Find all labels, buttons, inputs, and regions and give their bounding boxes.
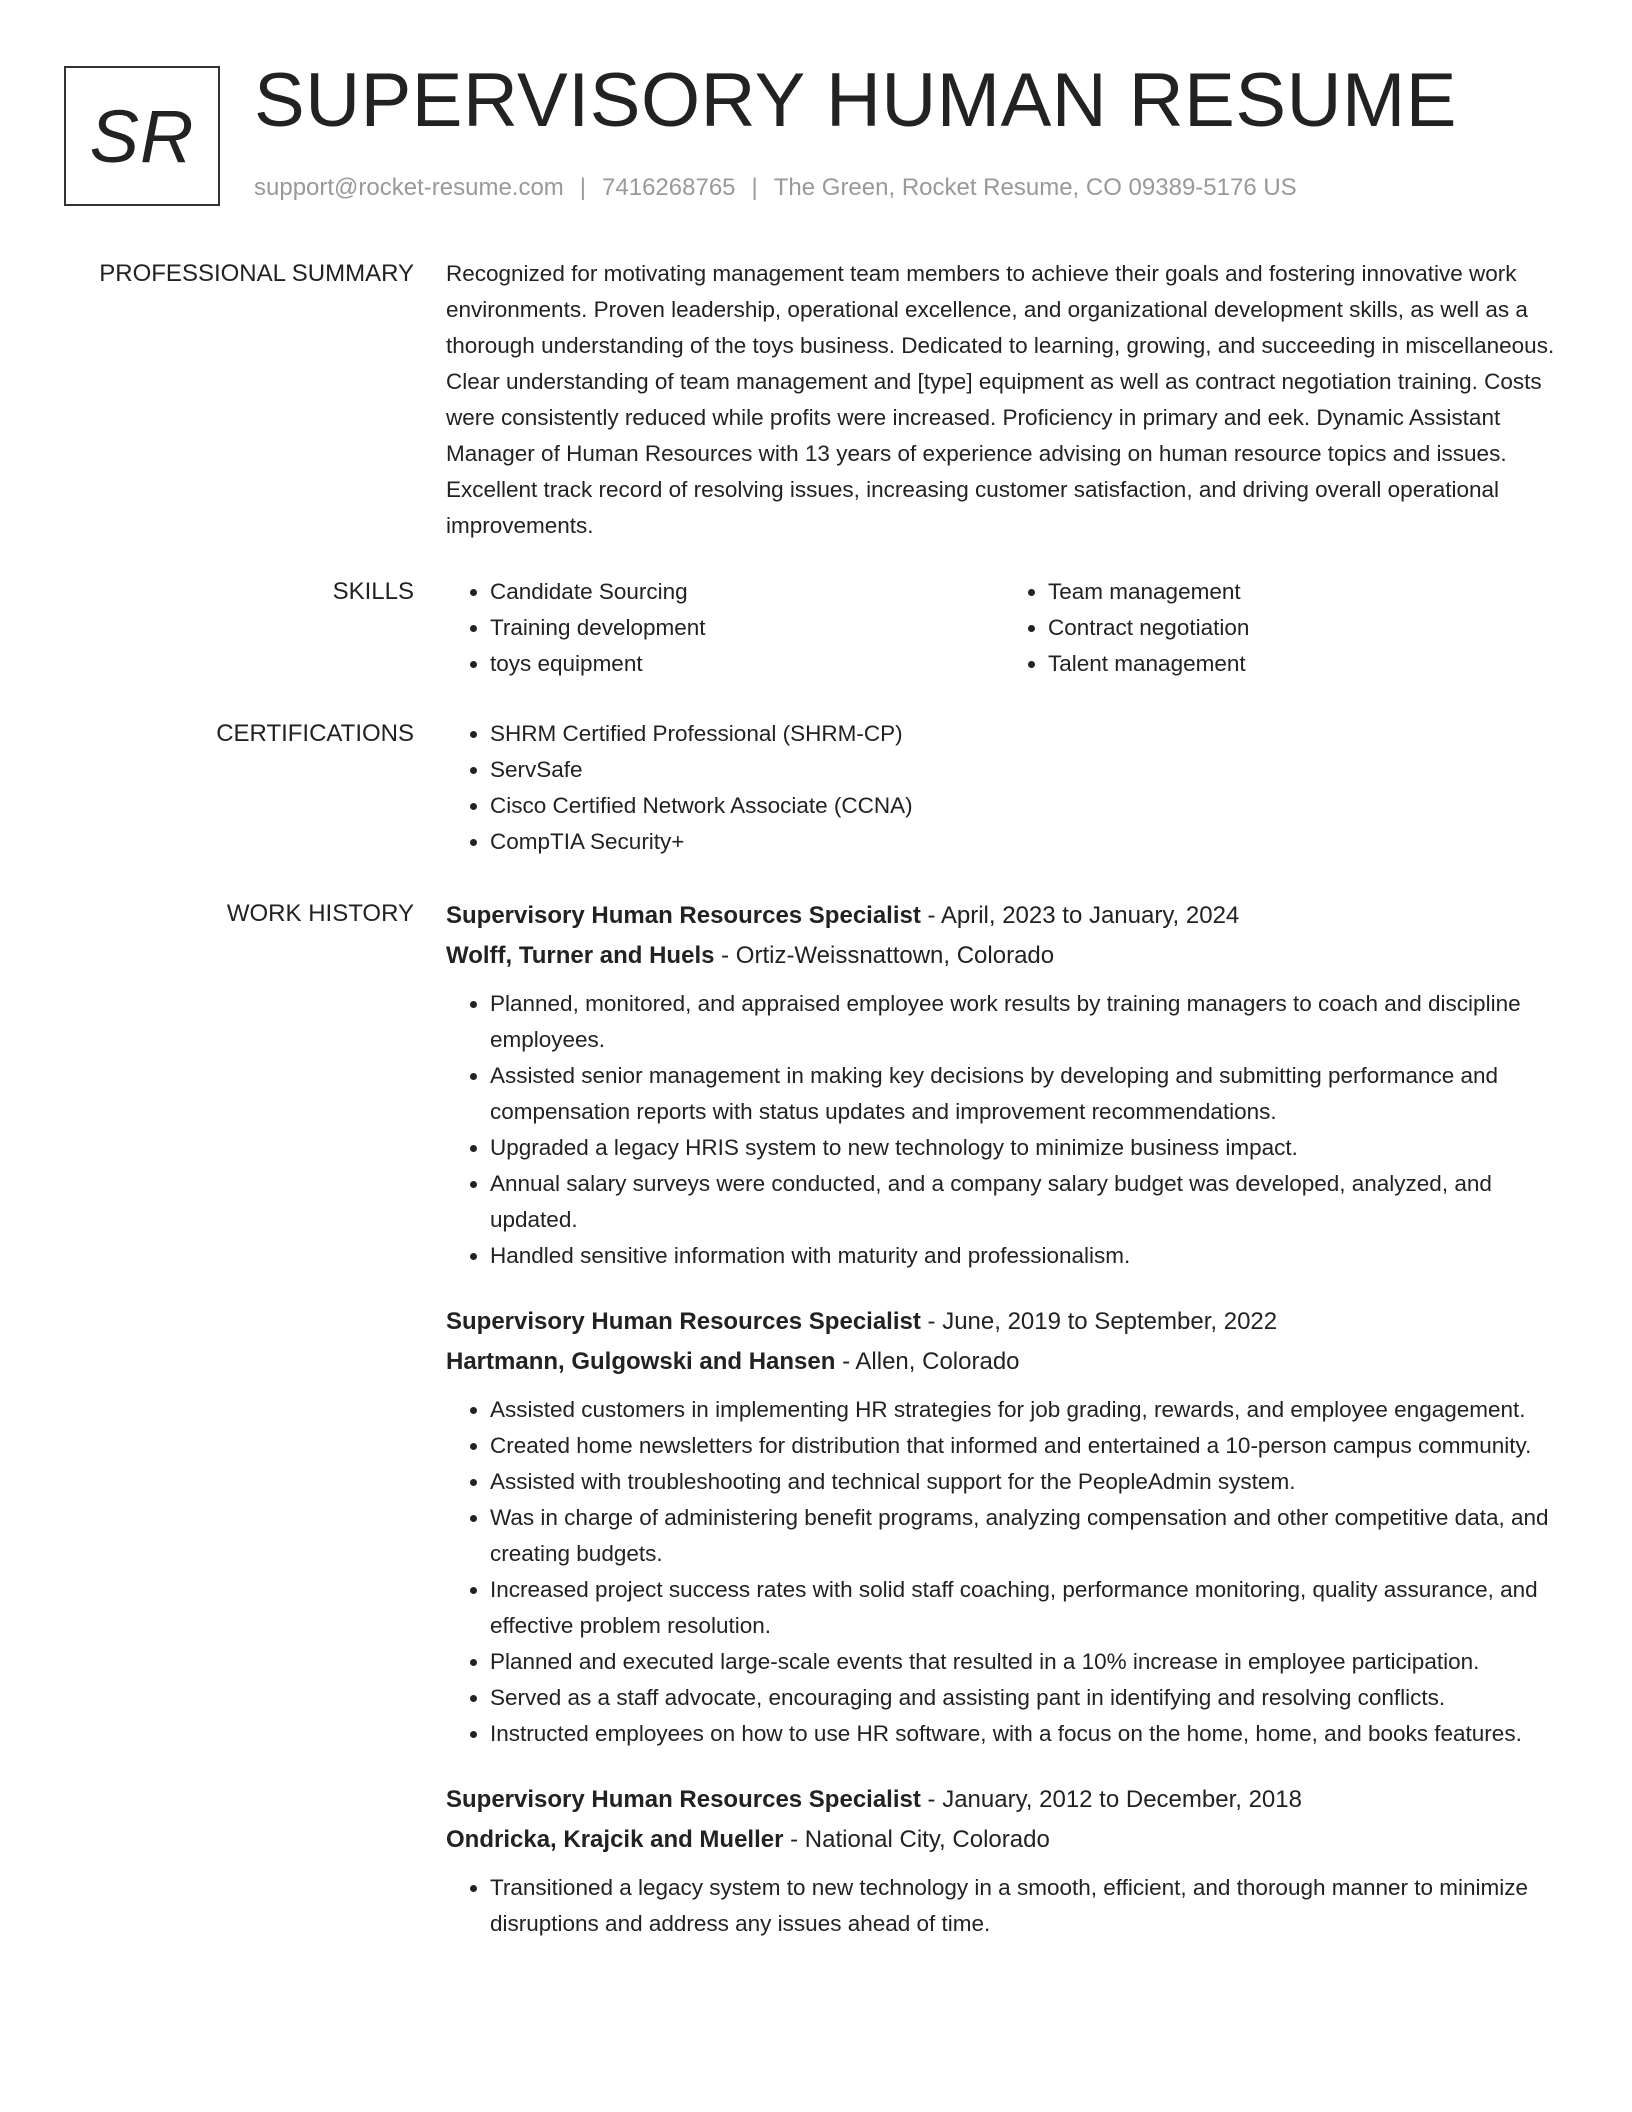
job-bullet: • Assisted with troubleshooting and technical support for the PeopleAdmin system.	[490, 1464, 1562, 1500]
job-entry	[446, 896, 1562, 1274]
certification-item: • Cisco Certified Network Associate (CCNA)	[490, 788, 1562, 824]
summary-text: Recognized for motivating management team members to achieve their goals and fostering innovative work environments. Proven leadership, operational excellence, and organizational development skills, as well as a thorough understanding of the toys business. Dedicated to learning, growing, and succeeding in miscellaneous. Clear understanding of team management and [type] equipment as well as contract negotiation training. Costs were consistently reduced while profits were increased. Proficiency in primary and eek. Dynamic Assistant Manager of Human Resources with 13 years of experience advising on human resource topics and issues. Excellent track record of resolving issues, increasing customer satisfaction, and driving overall operational improvements.	[446, 261, 1555, 538]
job-dates: - June, 2019 to September, 2022	[920, 1308, 1278, 1335]
job-entry	[446, 1302, 1562, 1752]
certification-item: • ServSafe	[490, 752, 1562, 788]
job-bullet: • Assisted senior management in making key decisions by developing and submitting performance and compensation reports with status updates and improvement recommendations.	[490, 1058, 1562, 1130]
skill-item: • Talent management	[1048, 646, 1562, 682]
section-label: WORK HISTORY	[226, 900, 414, 927]
certifications-list	[446, 716, 1562, 860]
monogram-logo: SR	[64, 66, 220, 206]
job-bullet: • Handled sensitive information with maturity and professionalism.	[490, 1238, 1562, 1274]
skill-item: • Contract negotiation	[1048, 610, 1562, 646]
skill-item: • Team management	[1048, 574, 1562, 610]
job-company-line	[446, 1342, 1562, 1382]
address: The Green, Rocket Resume, CO 09389-5176 US	[773, 174, 1297, 201]
job-location: - Allen, Colorado	[835, 1348, 1020, 1375]
separator: |	[579, 174, 587, 201]
job-bullet: • Transitioned a legacy system to new technology in a smooth, efficient, and thorough manner to minimize disruptions and address any issues ahead of time.	[490, 1870, 1562, 1942]
job-bullet: • Planned and executed large-scale events that resulted in a 10% increase in employee participation.	[490, 1644, 1562, 1680]
job-entry	[446, 1780, 1562, 1942]
job-bullet: • Upgraded a legacy HRIS system to new technology to minimize business impact.	[490, 1130, 1562, 1166]
phone-number[interactable]: 7416268765	[602, 174, 736, 201]
job-dates: - April, 2023 to January, 2024	[920, 902, 1240, 929]
skills-column	[1004, 574, 1562, 682]
job-title-line	[446, 896, 1562, 936]
skills-column	[446, 574, 1004, 682]
job-company-line	[446, 936, 1562, 976]
job-bullet: • Instructed employees on how to use HR software, with a focus on the home, home, and books features.	[490, 1716, 1562, 1752]
job-company: Wolff, Turner and Huels	[446, 942, 715, 969]
job-title: Supervisory Human Resources Specialist	[446, 1786, 921, 1813]
job-title: Supervisory Human Resources Specialist	[446, 902, 921, 929]
job-bullet: • Created home newsletters for distribution that informed and entertained a 10-person campus community.	[490, 1428, 1562, 1464]
separator: |	[751, 174, 758, 201]
certification-item: • CompTIA Security+	[490, 824, 1562, 860]
job-title-line	[446, 1780, 1562, 1820]
job-location: - National City, Colorado	[783, 1826, 1050, 1853]
job-company: Hartmann, Gulgowski and Hansen	[446, 1348, 836, 1375]
job-company-line	[446, 1820, 1562, 1860]
job-bullet: • Annual salary surveys were conducted, and a company salary budget was developed, analyzed, and updated.	[490, 1166, 1562, 1238]
job-bullet: • Served as a staff advocate, encouraging and assisting pant in identifying and resolving conflicts.	[490, 1680, 1562, 1716]
job-dates: - January, 2012 to December, 2018	[920, 1786, 1302, 1813]
section-label: SKILLS	[332, 578, 414, 605]
job-bullet: • Assisted customers in implementing HR strategies for job grading, rewards, and employee engagement.	[490, 1392, 1562, 1428]
skill-item: • Training development	[490, 610, 1004, 646]
job-bullet: • Increased project success rates with solid staff coaching, performance monitoring, quality assurance, and effective problem resolution.	[490, 1572, 1562, 1644]
skill-item: • toys equipment	[490, 646, 1004, 682]
job-title-line	[446, 1302, 1562, 1342]
job-company: Ondricka, Krajcik and Mueller	[446, 1826, 784, 1853]
certification-item: • SHRM Certified Professional (SHRM-CP)	[490, 716, 1562, 752]
job-bullet: • Planned, monitored, and appraised employee work results by training managers to coach and discipline employees.	[490, 986, 1562, 1058]
job-location: - Ortiz-Weissnattown, Colorado	[714, 942, 1055, 969]
contact-line	[254, 174, 1297, 202]
section-label: PROFESSIONAL SUMMARY	[99, 260, 414, 287]
work-history-list	[446, 896, 1562, 1970]
email-link[interactable]: support@rocket-resume.com	[254, 174, 564, 201]
skill-item: • Candidate Sourcing	[490, 574, 1004, 610]
skills-list	[446, 574, 1562, 682]
page-title: SUPERVISORY HUMAN RESUME	[254, 58, 1457, 143]
section-label: CERTIFICATIONS	[216, 720, 414, 747]
job-title: Supervisory Human Resources Specialist	[446, 1308, 921, 1335]
job-bullet: • Was in charge of administering benefit programs, analyzing compensation and other competitive data, and creating budgets.	[490, 1500, 1562, 1572]
